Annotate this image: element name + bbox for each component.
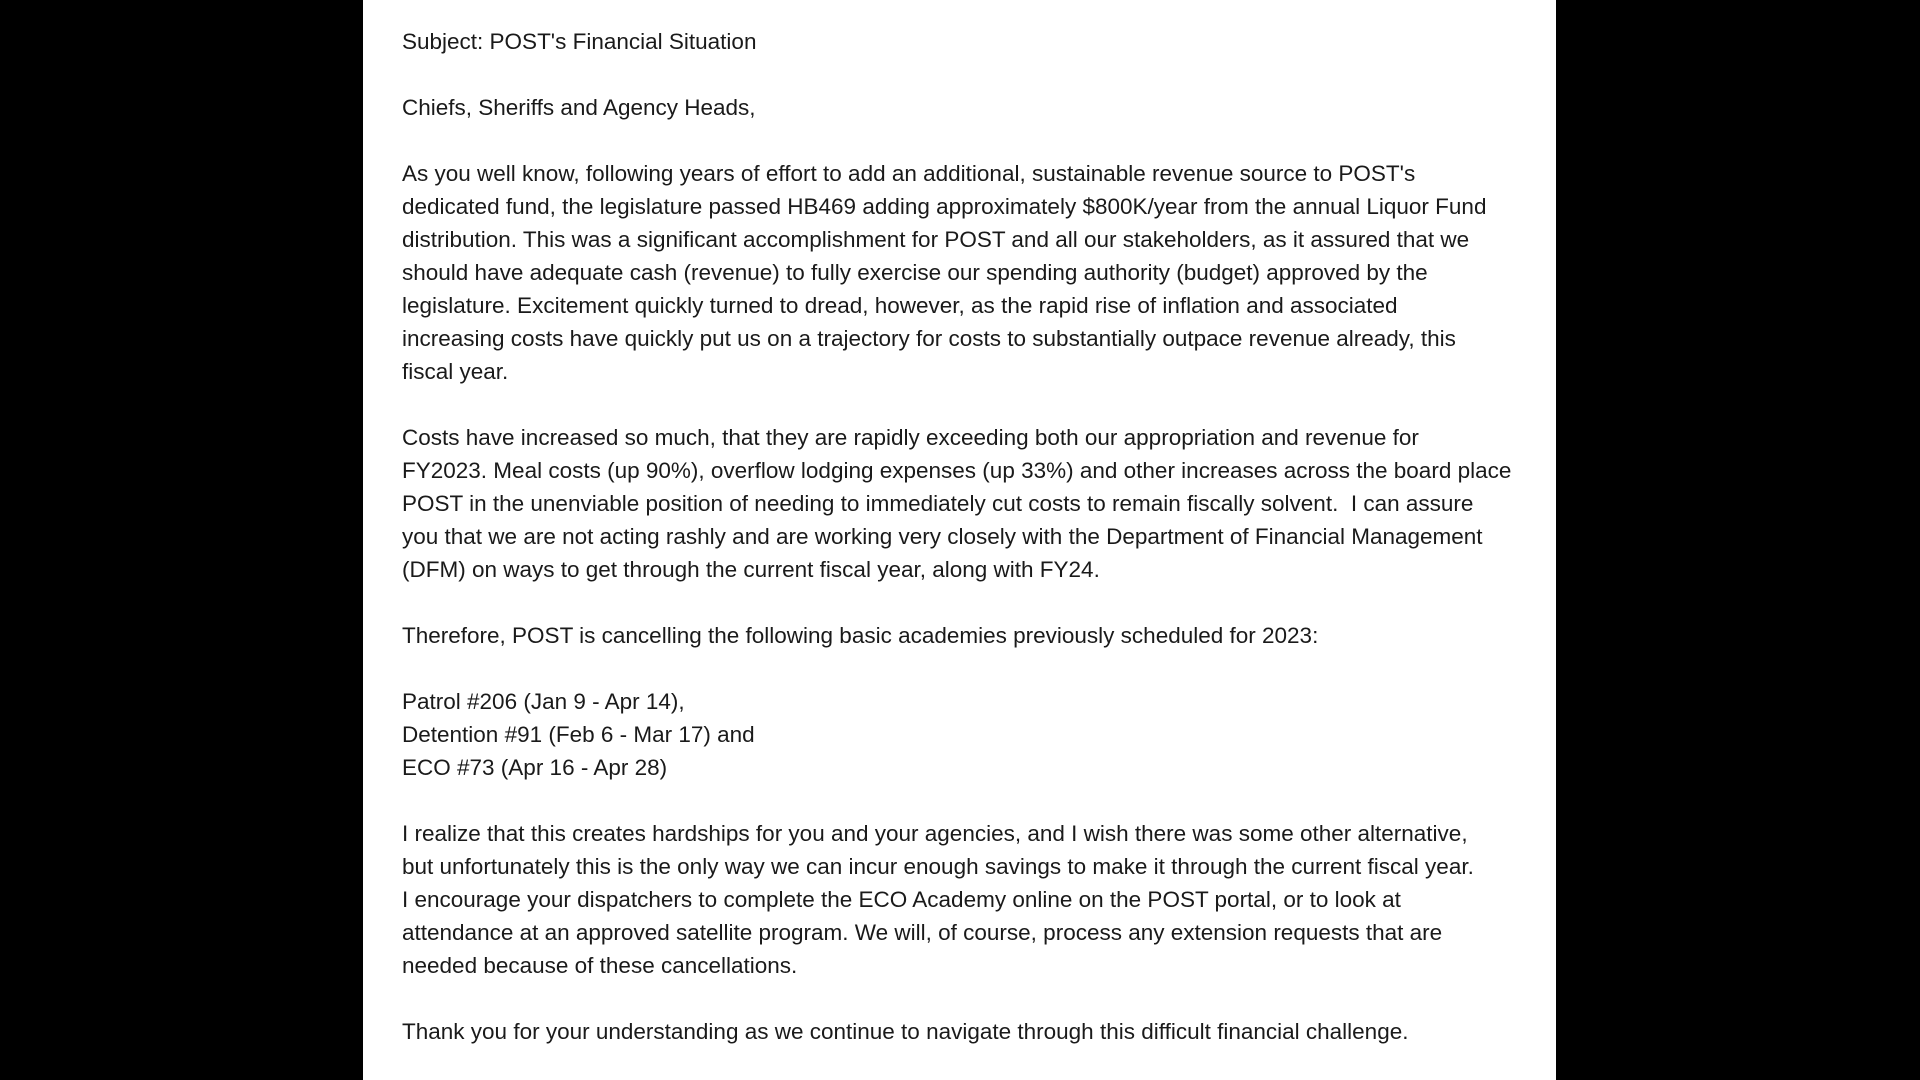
- paragraph-line: dedicated fund, the legislature passed HB469 adding approximately $800K/year from the annual Liquor Fund: [402, 194, 1487, 219]
- subject-line: Subject: POST's Financial Situation: [402, 29, 757, 54]
- spacer: [402, 784, 1556, 817]
- spacer: [402, 982, 1556, 1015]
- paragraph-3: Therefore, POST is cancelling the following basic academies previously scheduled for 2023:: [402, 623, 1319, 648]
- paragraph-line: Costs have increased so much, that they are rapidly exceeding both our appropriation and revenue for: [402, 425, 1419, 450]
- paragraph-line: fiscal year.: [402, 359, 509, 384]
- paragraph-4: [402, 817, 1556, 982]
- paragraph-2: [402, 421, 1556, 586]
- paragraph-line: needed because of these cancellations.: [402, 953, 798, 978]
- paragraph-line: legislature. Excitement quickly turned to dread, however, as the rapid rise of inflation and associated: [402, 293, 1398, 318]
- spacer: [402, 652, 1556, 685]
- paragraph-line: As you well know, following years of effort to add an additional, sustainable revenue source to POST's: [402, 161, 1416, 186]
- spacer: [402, 388, 1556, 421]
- paragraph-line: FY2023. Meal costs (up 90%), overflow lodging expenses (up 33%) and other increases across the board place: [402, 458, 1512, 483]
- paragraph-line: POST in the unenviable position of needing to immediately cut costs to remain fiscally solvent. I can assure: [402, 491, 1474, 516]
- spacer: [402, 586, 1556, 619]
- closing-line: Thank you for your understanding as we continue to navigate through this difficult financial challenge.: [402, 1019, 1409, 1044]
- paragraph-1: [402, 157, 1556, 388]
- paragraph-line: attendance at an approved satellite program. We will, of course, process any extension requests that are: [402, 920, 1443, 945]
- academy-item: Patrol #206 (Jan 9 - Apr 14),: [402, 689, 685, 714]
- paragraph-line: I encourage your dispatchers to complete the ECO Academy online on the POST portal, or to look at: [402, 887, 1401, 912]
- spacer: [402, 124, 1556, 157]
- paragraph-line: but unfortunately this is the only way we can incur enough savings to make it through the current fiscal year.: [402, 854, 1474, 879]
- spacer: [402, 58, 1556, 91]
- paragraph-line: distribution. This was a significant accomplishment for POST and all our stakeholders, as it assured that we: [402, 227, 1470, 252]
- paragraph-line: increasing costs have quickly put us on a trajectory for costs to substantially outpace revenue already, this: [402, 326, 1456, 351]
- paragraph-line: should have adequate cash (revenue) to fully exercise our spending authority (budget) approved by the: [402, 260, 1428, 285]
- paragraph-line: (DFM) on ways to get through the current fiscal year, along with FY24.: [402, 557, 1100, 582]
- paragraph-line: I realize that this creates hardships for you and your agencies, and I wish there was some other alternative,: [402, 821, 1468, 846]
- letter-page: [363, 0, 1556, 1080]
- academy-list: [402, 685, 1556, 784]
- paragraph-line: you that we are not acting rashly and are working very closely with the Department of Financial Management: [402, 524, 1483, 549]
- academy-item: ECO #73 (Apr 16 - Apr 28): [402, 755, 668, 780]
- academy-item: Detention #91 (Feb 6 - Mar 17) and: [402, 722, 755, 747]
- salutation: Chiefs, Sheriffs and Agency Heads,: [402, 95, 756, 120]
